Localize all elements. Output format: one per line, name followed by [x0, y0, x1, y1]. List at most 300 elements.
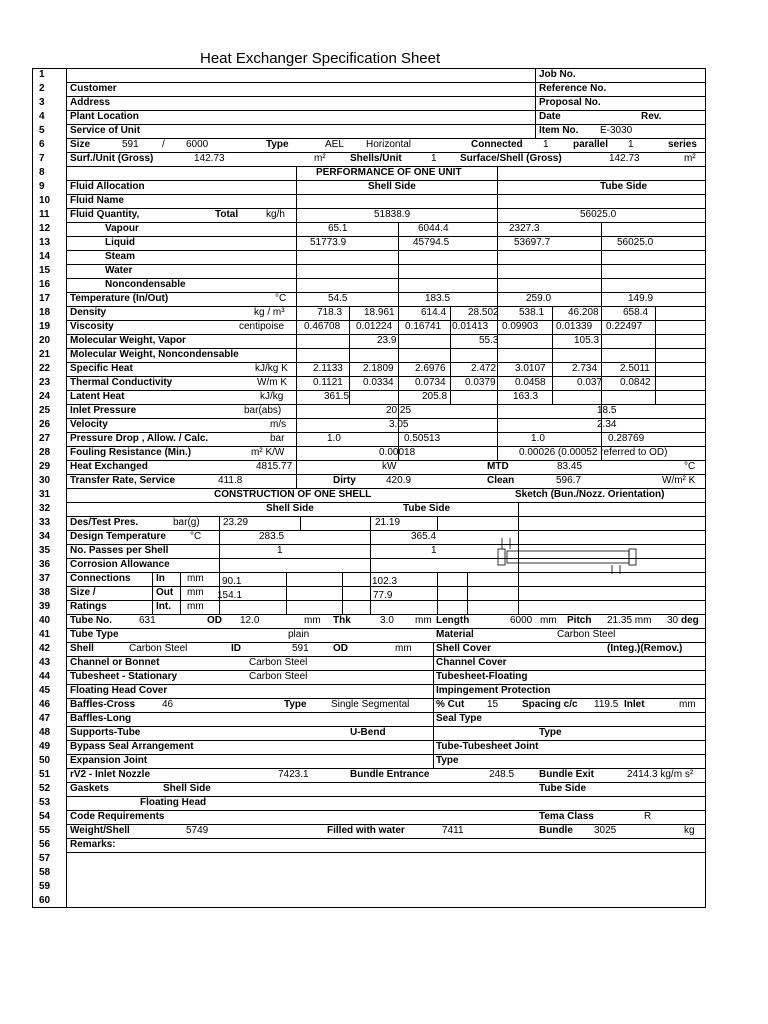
tube-od-value: 12.0 [240, 615, 260, 626]
grid-line [66, 600, 706, 601]
ubend-label: U-Bend [350, 727, 386, 738]
pitch-label: Pitch [567, 615, 592, 626]
passes-shell: 1 [277, 545, 283, 556]
row-number: 2 [39, 83, 45, 94]
row-number: 4 [39, 111, 45, 122]
deg-label: deg [681, 615, 699, 626]
floating-head-cover-label: Floating Head Cover [70, 685, 168, 696]
tube-od-label: OD [207, 615, 222, 626]
out-tube: 77.9 [373, 590, 393, 601]
row-number: 10 [39, 195, 51, 206]
design-temp-shell: 283.5 [259, 531, 285, 542]
sheet-title: Heat Exchanger Specification Sheet [200, 50, 441, 67]
parallel-count: 1 [543, 139, 549, 150]
density-v4: 28.502 [468, 307, 499, 318]
grid-line [66, 824, 706, 825]
tc-v5: 0.0458 [515, 377, 546, 388]
liquid-label: Liquid [105, 237, 135, 248]
grid-line [66, 124, 706, 125]
baffles-cross-value: 46 [162, 699, 174, 710]
pressure-drop-label: Pressure Drop , Allow. / Calc. [70, 433, 209, 444]
grid-line [66, 460, 706, 461]
corrosion-label: Corrosion Allowance [70, 559, 170, 570]
mw-vapor-label: Molecular Weight, Vapor [70, 335, 186, 346]
row-number: 50 [39, 755, 51, 766]
grid-line [398, 222, 399, 460]
length-unit: mm [540, 615, 557, 626]
surf-unit-value: 142.73 [194, 153, 225, 164]
construction-heading: CONSTRUCTION OF ONE SHELL [214, 489, 372, 500]
grid-line [66, 614, 706, 615]
latent-heat-label: Latent Heat [70, 391, 125, 402]
row-number: 5 [39, 125, 45, 136]
grid-line [552, 306, 553, 404]
thk-value: 3.0 [380, 615, 394, 626]
type-value: AEL [325, 139, 344, 150]
in-shell: 90.1 [222, 576, 242, 587]
clean-label: Clean [487, 475, 515, 486]
grid-line [66, 684, 706, 685]
size-b: 6000 [186, 139, 209, 150]
des-test-label: Des/Test Pres. [70, 517, 139, 528]
row-number: 39 [39, 601, 51, 612]
fouling-shell: 0.00018 [379, 447, 416, 458]
weight-value: 5749 [186, 825, 209, 836]
grid-line [66, 138, 706, 139]
specific-heat-unit: kJ/kg K [255, 363, 288, 374]
row-number: 40 [39, 615, 51, 626]
grid-line [66, 334, 706, 335]
bundle-exit-value: 2414.3 kg/m s² [627, 769, 694, 780]
out-shell: 154.1 [217, 590, 243, 601]
out-label: Out [156, 587, 174, 598]
bundle-label: Bundle [539, 825, 573, 836]
row-number: 48 [39, 727, 51, 738]
transfer-rate-label: Transfer Rate, Service [70, 475, 176, 486]
tube-side-heading: Tube Side [600, 181, 648, 192]
item-no-value: E-3030 [600, 125, 633, 136]
passes-label: No. Passes per Shell [70, 545, 169, 556]
impingement-label: Impingement Protection [436, 685, 551, 696]
total-label: Total [215, 209, 239, 220]
des-test-shell: 23.29 [223, 517, 249, 528]
transfer-rate-value: 411.8 [218, 475, 243, 486]
fouling-label: Fouling Resistance (Min.) [70, 447, 192, 458]
spacing-label: Spacing c/c [522, 699, 578, 710]
grid-line [219, 516, 220, 614]
row-number: 51 [39, 769, 51, 780]
tc-v1: 0.1121 [313, 377, 343, 388]
visc-v7: 0.22497 [606, 321, 643, 332]
row-number: 44 [39, 671, 51, 682]
row-number: 12 [39, 223, 51, 234]
visc-v4: 0.01413 [452, 321, 489, 332]
grid-line [66, 740, 706, 741]
connections-label: Connections [70, 573, 131, 584]
inlet-label: Inlet [624, 699, 645, 710]
transfer-rate-unit: W/m² K [662, 475, 696, 486]
row-number: 57 [39, 853, 51, 864]
row-number: 58 [39, 867, 51, 878]
grid-line [66, 320, 706, 321]
temp-tube-out: 149.9 [628, 293, 654, 304]
row-number: 18 [39, 307, 51, 318]
row-number: 60 [39, 895, 51, 906]
grid-line [66, 768, 706, 769]
channel-label: Channel or Bonnet [70, 657, 160, 668]
liquid-shell-out: 45794.5 [413, 237, 450, 248]
shell-side-heading: Shell Side [368, 181, 416, 192]
in-unit: mm [187, 573, 204, 584]
grid-line [518, 502, 519, 614]
int-label: Int. [156, 601, 171, 612]
ip-tube: 18.5 [597, 405, 617, 416]
noncondensable-label: Noncondensable [105, 279, 186, 290]
pd-tube-calc: 0.28769 [608, 433, 645, 444]
tc-v7: 0.0842 [620, 377, 651, 388]
inlet-pressure-unit: bar(abs) [244, 405, 282, 416]
pitch-value: 21.35 mm [607, 615, 652, 626]
shell-id-label: ID [231, 643, 241, 654]
row-number: 8 [39, 167, 45, 178]
date-label: Date [539, 111, 561, 122]
water-label: Water [105, 265, 133, 276]
size-label: Size [70, 139, 91, 150]
density-v1: 718.3 [317, 307, 343, 318]
out-unit: mm [187, 587, 204, 598]
bundle-value: 3025 [594, 825, 617, 836]
heat-exchanged-unit: kW [382, 461, 397, 472]
grid-line [450, 306, 451, 404]
customer-label: Customer [70, 83, 117, 94]
grid-line [655, 306, 656, 404]
rv2-value: 7423.1 [278, 769, 309, 780]
density-v7: 658.4 [623, 307, 649, 318]
orientation: Horizontal [366, 139, 412, 150]
in-tube: 102.3 [372, 576, 398, 587]
dirty-value: 420.9 [386, 475, 412, 486]
grid-line [433, 642, 434, 768]
expansion-label: Expansion Joint [70, 755, 148, 766]
grid-line [66, 152, 706, 153]
des-test-tube: 21.19 [375, 517, 401, 528]
row-number: 25 [39, 405, 51, 416]
shells-unit-label: Shells/Unit [350, 153, 402, 164]
material-label: Material [436, 629, 474, 640]
tube-tubesheet-label: Tube-Tubesheet Joint [436, 741, 539, 752]
mtd-value: 83.45 [557, 461, 583, 472]
mtd-unit: °C [684, 461, 696, 472]
heat-exchanged-value: 4815.77 [256, 461, 293, 472]
size-slash-label: Size / [70, 587, 96, 598]
grid-line [66, 712, 706, 713]
row-number: 32 [39, 503, 51, 514]
inlet-pressure-label: Inlet Pressure [70, 405, 137, 416]
grid-line [66, 348, 706, 349]
grid-line [296, 166, 297, 460]
row-number: 3 [39, 97, 45, 108]
grid-line [437, 516, 438, 530]
row-number: 35 [39, 545, 51, 556]
density-v6: 46.208 [568, 307, 599, 318]
construction-tube-side: Tube Side [403, 503, 451, 514]
row-number: 6 [39, 139, 45, 150]
tc-v4: 0.0379 [465, 377, 496, 388]
row-number: 49 [39, 741, 51, 752]
grid-line [180, 572, 181, 614]
proposal-no-label: Proposal No. [539, 97, 601, 108]
row-number: 28 [39, 447, 51, 458]
steam-label: Steam [105, 251, 136, 262]
seal-type-label: Seal Type [436, 713, 482, 724]
row-number: 14 [39, 251, 51, 262]
design-temp-unit: °C [190, 531, 202, 542]
lh-shell2: 205.8 [422, 391, 448, 402]
grid-line [286, 572, 287, 614]
bundle-unit: kg [684, 825, 695, 836]
grid-line [66, 558, 706, 559]
surf-unit-label: Surf./Unit (Gross) [70, 153, 154, 164]
grid-line [66, 656, 706, 657]
vapour-shell-in: 65.1 [328, 223, 348, 234]
grid-line [66, 264, 706, 265]
surface-shell-value: 142.73 [609, 153, 640, 164]
in-label: In [156, 573, 165, 584]
bundle-entrance-label: Bundle Entrance [350, 769, 430, 780]
grid-line [66, 516, 706, 517]
sh-v4: 2.472 [471, 363, 497, 374]
ratings-label: Ratings [70, 601, 107, 612]
grid-line [296, 460, 297, 488]
grid-line [66, 670, 706, 671]
row-number: 7 [39, 153, 45, 164]
expansion-type-label: Type [436, 755, 459, 766]
surf-unit-unit: m² [314, 153, 326, 164]
grid-line [66, 530, 706, 531]
pct-cut-value: 15 [487, 699, 499, 710]
row-number: 45 [39, 685, 51, 696]
grid-line [349, 306, 350, 404]
surface-shell-unit: m² [684, 153, 696, 164]
remarks-label: Remarks: [70, 839, 116, 850]
grid-line [66, 292, 706, 293]
grid-line [66, 796, 706, 797]
clean-value: 596.7 [556, 475, 582, 486]
mw-vapor-tube: 105.3 [574, 335, 600, 346]
grid-line [66, 488, 706, 489]
grid-line [342, 572, 343, 614]
sh-v1: 2.1133 [313, 363, 343, 374]
vel-tube: 2.34 [597, 419, 617, 430]
item-no-label: Item No. [539, 125, 579, 136]
density-v5: 538.1 [519, 307, 545, 318]
vapour-label: Vapour [105, 223, 139, 234]
grid-line [66, 432, 706, 433]
design-temp-tube: 365.4 [411, 531, 437, 542]
supports-label: Supports-Tube [70, 727, 141, 738]
sh-v2: 2.1809 [363, 363, 394, 374]
grid-line [66, 544, 706, 545]
grid-line [467, 572, 468, 614]
row-number: 24 [39, 391, 51, 402]
thermal-cond-unit: W/m K [257, 377, 287, 388]
grid-line [66, 628, 706, 629]
tube-no-label: Tube No. [70, 615, 113, 626]
shell-cover-label: Shell Cover [436, 643, 492, 654]
surface-shell-label: Surface/Shell (Gross) [460, 153, 562, 164]
material-value: Carbon Steel [557, 629, 616, 640]
sketch-heading: Sketch (Bun./Nozz. Orientation) [515, 489, 665, 500]
service-label: Service of Unit [70, 125, 141, 136]
grid-line [66, 474, 706, 475]
lh-shell: 361.5 [324, 391, 350, 402]
latent-heat-unit: kJ/kg [260, 391, 284, 402]
row-number: 46 [39, 699, 51, 710]
row-number: 23 [39, 377, 51, 388]
row-number: 52 [39, 783, 51, 794]
shells-unit-value: 1 [431, 153, 437, 164]
rv2-label: rV2 - Inlet Nozzle [70, 769, 151, 780]
type-label: Type [266, 139, 289, 150]
tube-od-unit: mm [304, 615, 321, 626]
support-type-label: Type [539, 727, 562, 738]
length-value: 6000 [510, 615, 533, 626]
grid-line [66, 810, 706, 811]
row-number: 59 [39, 881, 51, 892]
rev-label: Rev. [641, 111, 662, 122]
temp-shell-out: 183.5 [425, 293, 451, 304]
channel-cover-label: Channel Cover [436, 657, 507, 668]
grid-line [497, 166, 498, 460]
grid-line [66, 754, 706, 755]
construction-shell-side: Shell Side [266, 503, 314, 514]
pct-cut-label: % Cut [436, 699, 465, 710]
row-number: 37 [39, 573, 51, 584]
weight-label: Weight/Shell [70, 825, 130, 836]
baffles-cross-label: Baffles-Cross [70, 699, 136, 710]
row-number: 20 [39, 335, 51, 346]
tc-v2: 0.0334 [363, 377, 394, 388]
grid-line [535, 68, 536, 138]
row-number: 41 [39, 629, 51, 640]
visc-v1: 0.46708 [304, 321, 341, 332]
passes-tube: 1 [431, 545, 437, 556]
row-number: 1 [39, 69, 45, 80]
liquid-tube-in: 53697.7 [514, 237, 551, 248]
grid-line [66, 838, 706, 839]
filled-value: 7411 [442, 825, 464, 836]
pitch-angle: 30 [667, 615, 679, 626]
ip-shell: 20.25 [386, 405, 412, 416]
grid-line [66, 82, 706, 83]
row-number: 29 [39, 461, 51, 472]
viscosity-unit: centipoise [239, 321, 285, 332]
row-number: 42 [39, 643, 51, 654]
parallel-label: parallel [573, 139, 609, 150]
row-number: 54 [39, 811, 51, 822]
grid-line [66, 194, 706, 195]
velocity-unit: m/s [270, 419, 287, 430]
row-number: 15 [39, 265, 51, 276]
grid-line [66, 446, 706, 447]
channel-material: Carbon Steel [249, 657, 308, 668]
tubesheet-stat-material: Carbon Steel [249, 671, 308, 682]
liquid-tube-out: 56025.0 [617, 237, 654, 248]
velocity-label: Velocity [70, 419, 108, 430]
fouling-tube: 0.00026 (0.00052 referred to OD) [519, 447, 668, 458]
baffles-long-label: Baffles-Long [70, 713, 132, 724]
tube-no-value: 631 [139, 615, 156, 626]
integ-remov-label: (Integ.)(Remov.) [607, 643, 683, 654]
liquid-shell-in: 51773.9 [310, 237, 347, 248]
row-number: 19 [39, 321, 51, 332]
des-test-unit: bar(g) [173, 517, 200, 528]
grid-line [66, 852, 706, 853]
grid-line [66, 726, 706, 727]
row-number: 30 [39, 475, 51, 486]
shell-material: Carbon Steel [129, 643, 188, 654]
filled-label: Filled with water [327, 825, 405, 836]
bundle-exit-label: Bundle Exit [539, 769, 595, 780]
tc-v3: 0.0734 [415, 377, 446, 388]
grid-line [66, 306, 706, 307]
density-label: Density [70, 307, 107, 318]
grid-line [66, 502, 706, 503]
row-number: 53 [39, 797, 51, 808]
grid-line [66, 222, 706, 223]
tema-label: Tema Class [539, 811, 594, 822]
row-number: 9 [39, 181, 45, 192]
row-number: 13 [39, 237, 51, 248]
row-number: 55 [39, 825, 51, 836]
tema-value: R [644, 811, 652, 822]
visc-v3: 0.16741 [405, 321, 442, 332]
grid-line [66, 362, 706, 363]
gaskets-label: Gaskets [70, 783, 109, 794]
row-number: 43 [39, 657, 51, 668]
visc-v6: 0.01339 [556, 321, 593, 332]
grid-line [66, 208, 706, 209]
grid-line [66, 96, 706, 97]
grid-line [437, 572, 438, 614]
row-number: 17 [39, 293, 51, 304]
int-unit: mm [187, 601, 204, 612]
row-number: 33 [39, 517, 51, 528]
floating-head-label: Floating Head [140, 797, 207, 808]
shell-od-unit: mm [395, 643, 412, 654]
kgh-unit: kg/h [266, 209, 285, 220]
row-number: 56 [39, 839, 51, 850]
vapour-shell-out: 6044.4 [418, 223, 449, 234]
temp-tube-in: 259.0 [526, 293, 552, 304]
grid-line [152, 572, 153, 614]
mtd-label: MTD [487, 461, 509, 472]
grid-line [300, 516, 301, 530]
vel-shell: 3.05 [389, 419, 409, 430]
shell-od-label: OD [333, 643, 348, 654]
tube-type-value: plain [288, 629, 310, 640]
mw-noncond-label: Molecular Weight, Noncondensable [70, 349, 239, 360]
density-unit: kg / m³ [254, 307, 285, 318]
sh-v7: 2.5011 [620, 363, 650, 374]
shell-label: Shell [70, 643, 94, 654]
grid-line [66, 180, 706, 181]
inlet-unit: mm [679, 699, 696, 710]
grid-line [370, 516, 371, 614]
grid-line [66, 278, 706, 279]
row-number: 31 [39, 489, 51, 500]
row-number: 36 [39, 559, 51, 570]
